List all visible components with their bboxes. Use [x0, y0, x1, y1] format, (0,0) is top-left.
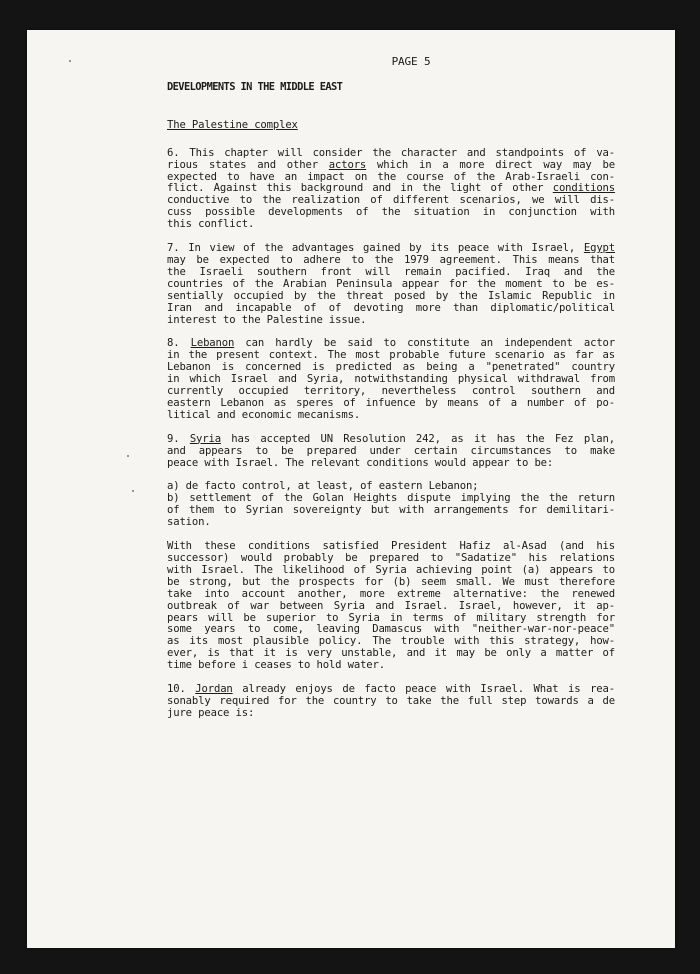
text-line: take into account another, more extreme alternative: the renewed [167, 587, 615, 600]
conditions-list [167, 481, 615, 529]
paragraph-7 [167, 243, 615, 326]
paragraph-8 [167, 338, 615, 421]
text-line: jure peace is: [167, 706, 255, 719]
text-line: 7. In view of the advantages gained by its peace with Israel, Egypt [167, 242, 615, 255]
text-line: 10. Jordan already enjoys de facto peace with Israel. What is rea- [167, 683, 615, 696]
document-title: DEVELOPMENTS IN THE MIDDLE EAST [167, 80, 343, 93]
text-line: conductive to the realization of different scenarios, we will dis- [167, 194, 615, 207]
text-line: peace with Israel. The relevant conditions would appear to be: [167, 456, 554, 469]
text-line: 6. This chapter will consider the character and standpoints of va- [167, 146, 615, 159]
text-line: ever, is that it is very unstable, and it may be only a matter of [167, 647, 615, 660]
text-line: in the present context. The most probable future scenario as far as [167, 349, 615, 362]
text-line: With these conditions satisfied President Hafiz al-Asad (and his [167, 540, 615, 553]
paragraph-syria-scenario [167, 541, 615, 672]
underlined-word: Syria [189, 432, 221, 445]
text-line: cuss possible developments of the situation in conjunction with [167, 206, 615, 219]
text-line: successor) would probably be prepared to "Sadatize" his relations [167, 552, 615, 564]
text-line: interest to the Palestine issue. [167, 313, 367, 326]
text-line: be strong, but the prospects for (b) seem small. We must therefore [167, 575, 615, 588]
underlined-word: Lebanon [190, 337, 235, 350]
paragraph-10 [167, 684, 615, 720]
paragraph-9 [167, 434, 615, 470]
section-title: The Palestine complex [167, 118, 298, 131]
text-line: flict. Against this background and in the light of other conditions [167, 182, 615, 195]
text-line: sonably required for the country to take the full step towards a de [167, 694, 615, 707]
text-line: pears will be superior to Syria in terms of military strength for [167, 611, 615, 624]
document-page [27, 30, 675, 948]
paper-speck [69, 60, 71, 62]
text-line: countries of the Arabian Peninsula appear for the moment to be es- [167, 277, 615, 290]
text-line: expected to have an impact on the course of the Arab-Israeli con- [167, 170, 615, 183]
text-line: litical and economic mecanisms. [167, 408, 361, 421]
text-line: with Israel. The likelihood of Syria achieving point (a) appears to [167, 563, 615, 576]
paragraph-6 [167, 148, 615, 231]
text-line: 8. Lebanon can hardly be said to constitute an independent actor [167, 337, 615, 350]
underlined-word: conditions [552, 182, 615, 195]
page-number: PAGE 5 [391, 55, 431, 68]
text-line: as its most plausible policy. The trouble with this strategy, how- [167, 635, 615, 648]
text-line: rious states and other actors which in a more direct way may be [167, 158, 615, 171]
paper-speck [132, 490, 134, 492]
text-line: Lebanon is concerned is predicted as being a "penetrated" country [167, 361, 615, 374]
text-line: some years to come, leaving Damascus with "neither-war-nor-peace" [167, 623, 615, 636]
text-line: currently occupied territory, nevertheless control southern and [167, 385, 615, 398]
text-line: this conflict. [167, 218, 255, 231]
underlined-word: Jordan [195, 683, 233, 696]
condition-a: a) de facto control, at least, of eastern Lebanon; [167, 480, 479, 493]
text-line: of them to Syrian sovereignty but with arrangements for demilitari- [167, 504, 615, 517]
document-body [167, 56, 615, 732]
paper-speck [127, 455, 129, 457]
text-line: may be expected to adhere to the 1979 agreement. This means that [167, 253, 615, 266]
text-line: sation. [167, 516, 211, 529]
text-line: the Israeli southern front will remain pacified. Iraq and the [167, 265, 615, 278]
text-line: sentially occupied by the threat posed by the Islamic Republic in [167, 289, 615, 302]
text-line: time before i ceases to hold water. [167, 659, 385, 672]
text-line: outbreak of war between Syria and Israel. Israel, however, it ap- [167, 599, 615, 612]
text-line: Iran and incapable of of devoting more than diplomatic/political [167, 301, 615, 314]
text-line: and appears to be prepared under certain circumstances to make [167, 444, 615, 457]
condition-b: b) settlement of the Golan Heights dispute implying the the return [167, 492, 615, 505]
text-line: 9. Syria has accepted UN Resolution 242, as it has the Fez plan, [167, 432, 615, 445]
text-line: eastern Lebanon as speres of infuence by means of a number of po- [167, 396, 615, 409]
underlined-word: actors [328, 158, 367, 171]
text-line: in which Israel and Syria, notwithstanding physical withdrawal from [167, 373, 615, 386]
underlined-word: Egypt [583, 242, 615, 255]
